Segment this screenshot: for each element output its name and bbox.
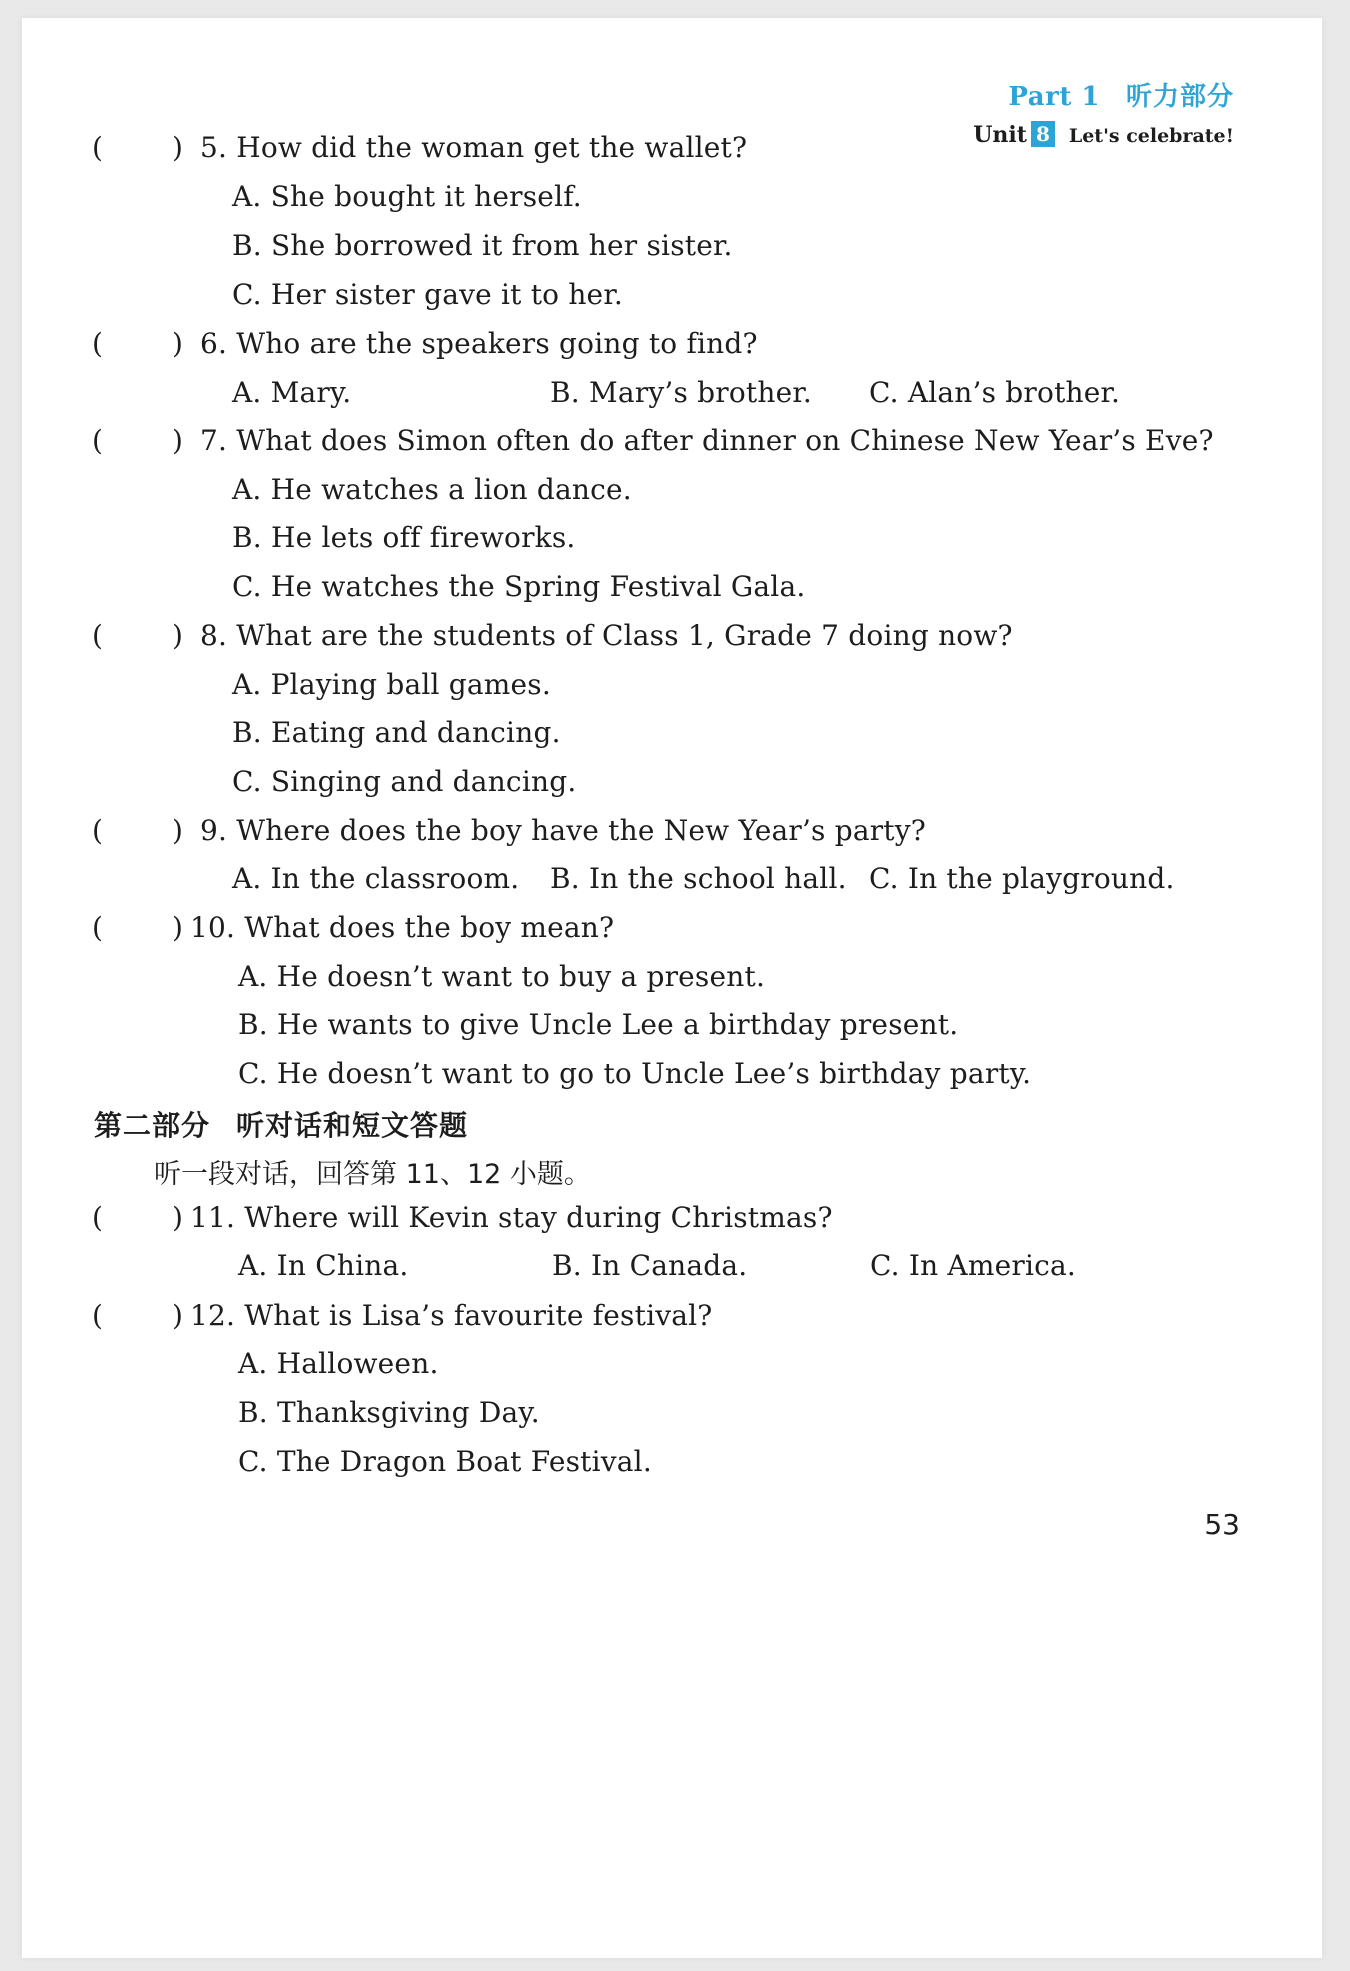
answer-blank-open: ( [92, 424, 104, 457]
section-instruction: 听一段对话，回答第 11、12 小题。 [154, 1159, 591, 1190]
question-text: 8. What are the students of Class 1, Grade 7 doing now? [200, 619, 1013, 652]
question-text: 12. What is Lisa’s favourite festival? [190, 1299, 713, 1332]
answer-blank-open: ( [92, 814, 104, 847]
unit-word: Unit [973, 122, 1027, 148]
section-heading [94, 1104, 468, 1144]
option-a: A. He doesn’t want to buy a present. [238, 960, 766, 993]
option-a: A. She bought it herself. [232, 180, 582, 213]
answer-blank-open: ( [92, 131, 104, 164]
question-text: 9. Where does the boy have the New Year’s party? [200, 814, 926, 847]
option-c: C. In the playground. [869, 862, 1175, 895]
option-c: C. In America. [870, 1249, 1076, 1282]
unit-heading [973, 121, 1234, 148]
part-heading [973, 76, 1234, 113]
option-b: B. He lets off fireworks. [232, 521, 576, 554]
answer-blank-open: ( [92, 327, 104, 360]
page-number: 53 [1204, 1508, 1240, 1541]
option-a: A. In China. [238, 1249, 409, 1282]
option-c: C. Alan’s brother. [869, 376, 1121, 409]
part-cn-label: 听力部分 [1125, 82, 1234, 112]
option-b: B. Thanksgiving Day. [238, 1396, 540, 1429]
question-text: 6. Who are the speakers going to find? [200, 327, 758, 360]
page-header [973, 76, 1234, 148]
option-b: B. Mary’s brother. [550, 376, 812, 409]
option-c: C. Her sister gave it to her. [232, 278, 623, 311]
option-a: A. Halloween. [238, 1347, 439, 1380]
answer-blank-open: ( [92, 1201, 104, 1234]
unit-number-badge: 8 [1031, 121, 1055, 147]
option-a: A. Playing ball games. [232, 668, 551, 701]
answer-blank-close: ) [172, 1201, 184, 1234]
answer-blank-close: ) [172, 814, 184, 847]
question-text: 7. What does Simon often do after dinner on Chinese New Year’s Eve? [200, 424, 1214, 457]
unit-title: Let's celebrate! [1068, 125, 1234, 147]
question-text: 5. How did the woman get the wallet? [200, 131, 748, 164]
option-b: B. Eating and dancing. [232, 716, 561, 749]
answer-blank-close: ) [172, 1299, 184, 1332]
option-c: C. He doesn’t want to go to Uncle Lee’s birthday party. [238, 1057, 1032, 1090]
option-a: A. Mary. [232, 376, 352, 409]
answer-blank-open: ( [92, 619, 104, 652]
answer-blank-open: ( [92, 1299, 104, 1332]
question-text: 10. What does the boy mean? [190, 911, 615, 944]
answer-blank-close: ) [172, 327, 184, 360]
option-b: B. In Canada. [552, 1249, 748, 1282]
worksheet-page [22, 18, 1322, 1958]
option-b: B. In the school hall. [550, 862, 847, 895]
option-c: C. He watches the Spring Festival Gala. [232, 570, 806, 603]
option-a: A. In the classroom. [232, 862, 520, 895]
answer-blank-open: ( [92, 911, 104, 944]
option-c: C. Singing and dancing. [232, 765, 577, 798]
answer-blank-close: ) [172, 131, 184, 164]
part-label: Part 1 [1008, 82, 1100, 112]
option-c: C. The Dragon Boat Festival. [238, 1445, 652, 1478]
answer-blank-close: ) [172, 911, 184, 944]
answer-blank-close: ) [172, 424, 184, 457]
section-number: 第二部分 [94, 1109, 211, 1142]
section-title: 听对话和短文答题 [236, 1109, 469, 1142]
option-b: B. She borrowed it from her sister. [232, 229, 733, 262]
option-b: B. He wants to give Uncle Lee a birthday present. [238, 1008, 959, 1041]
answer-blank-close: ) [172, 619, 184, 652]
question-text: 11. Where will Kevin stay during Christmas? [190, 1201, 833, 1234]
option-a: A. He watches a lion dance. [232, 473, 632, 506]
